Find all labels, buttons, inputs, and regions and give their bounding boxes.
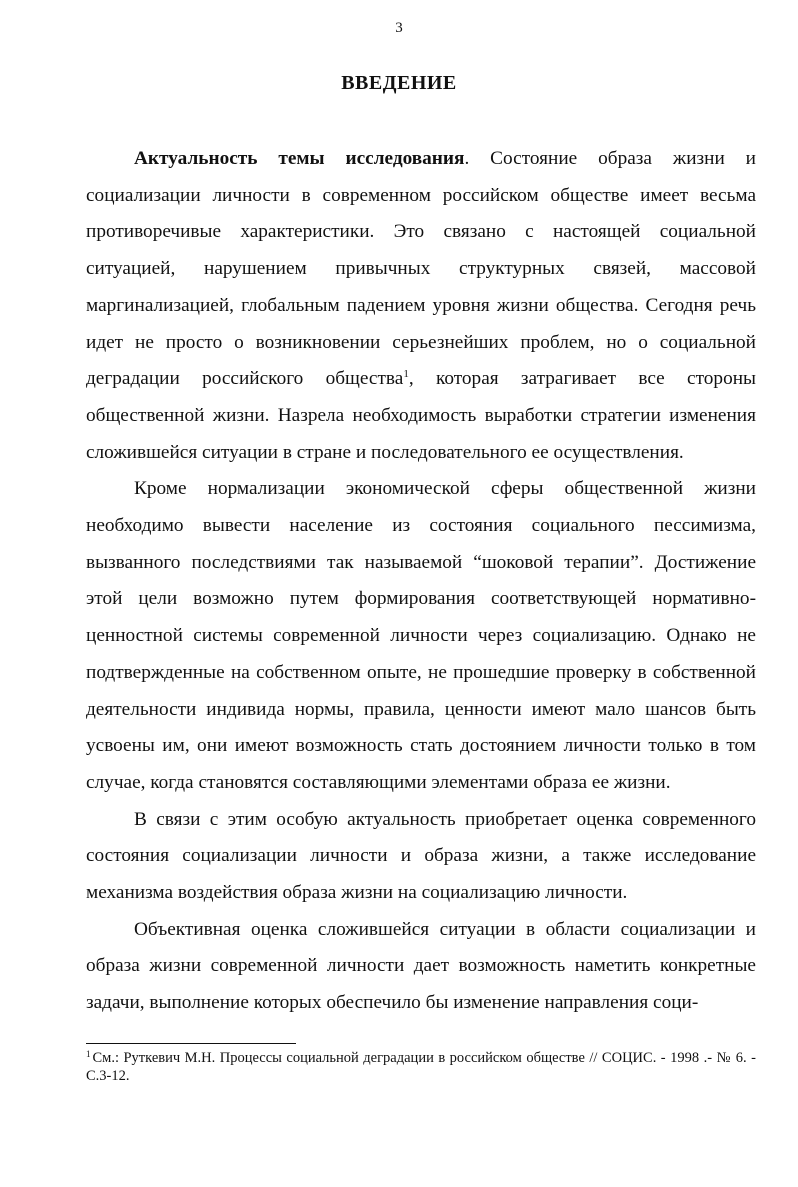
footnote-separator bbox=[86, 1043, 296, 1044]
footnote-mark: 1 bbox=[86, 1049, 91, 1059]
footnote-reference[interactable]: 1 bbox=[403, 368, 409, 381]
section-title: ВВЕДЕНИЕ bbox=[341, 72, 457, 94]
paragraph-1-text: . Состояние образа жизни и социализации личности в современном российском обществе имеет весьма противоречивые характеристики. Это связано с настоящей социальной ситуацией, нарушением привычных структурных связей, массовой маргинализацией, глобальным падением уровня жизни общества. Сегодня речь идет не просто о возникновении серьезнейших проблем, но о социальной деградации российского общества bbox=[86, 148, 757, 390]
paragraph-lead-heading: Актуальность темы исследования bbox=[134, 148, 465, 169]
body-text bbox=[86, 141, 756, 1022]
paragraph-3: В связи с этим особую актуальность приобретает оценка современного состояния социализации личности и образа жизни, а также исследование механизма воздействия образа жизни на социализацию личности. bbox=[86, 808, 756, 904]
paragraph-1-text-continued: , которая затрагивает все стороны общественной жизни. Назрела необходимость выработки стратегии изменения сложившейся ситуации в стране и последовательного ее осуществления. bbox=[86, 368, 756, 463]
paragraph-4: Объективная оценка сложившейся ситуации в области социализации и образа жизни современной личности дает возможность наметить конкретные задачи, выполнение которых обеспечило бы изменение направления соци- bbox=[86, 918, 756, 1014]
paragraph-1 bbox=[86, 141, 756, 471]
footnote-text: См.: Руткевич М.Н. Процессы социальной деградации в российском обществе // СОЦИС. - 1998 .- № 6. - С.3-12. bbox=[86, 1050, 756, 1084]
paragraph-2: Кроме нормализации экономической сферы общественной жизни необходимо вывести население из состояния социального пессимизма, вызванного последствиями так называемой “шоковой терапии”. Достижение этой цели возможно путем формирования соответствующей нормативно-ценностной системы современной личности через социализацию. Однако не подтвержденные на собственном опыте, не прошедшие проверку в собственной деятельности индивида нормы, правила, ценности имеют мало шансов быть усвоены им, они имеют возможность стать достоянием личности только в том случае, когда становятся составляющими элементами образа ее жизни. bbox=[86, 478, 756, 793]
page-number: 3 bbox=[395, 20, 403, 36]
footnote bbox=[86, 1049, 756, 1085]
